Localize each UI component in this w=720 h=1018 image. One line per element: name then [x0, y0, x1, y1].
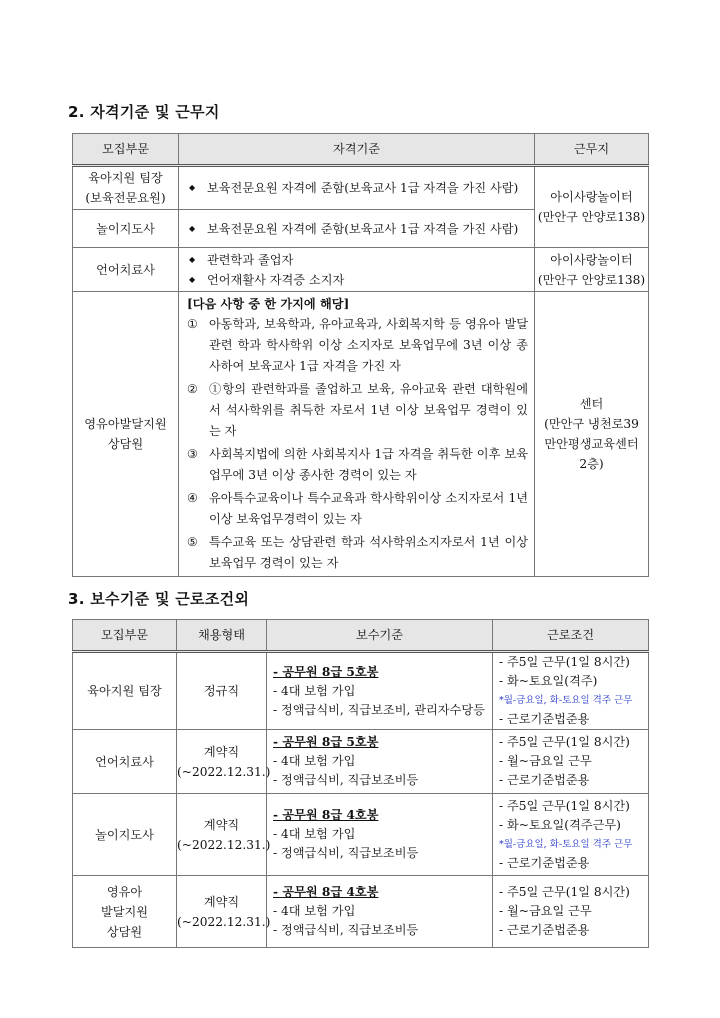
item-number: ①	[187, 317, 198, 331]
dept-cell	[73, 166, 179, 210]
qualification-item	[179, 532, 534, 574]
header-workplace: 근무지	[535, 134, 649, 166]
qualification-cell	[179, 248, 535, 292]
dept-cell	[73, 876, 177, 948]
employment-type-cell	[177, 794, 271, 876]
qualification-table	[72, 133, 649, 577]
condition-item: - 화~토요일(격주근무)	[499, 817, 621, 832]
pay-item: - 공무원 8급 4호봉	[273, 808, 379, 822]
qualification-cell	[179, 210, 535, 248]
workplace-line: (만안구 냉천로39	[544, 417, 639, 431]
pay-cell	[267, 876, 493, 948]
dept-line: 영유아	[106, 884, 143, 899]
workplace-line: (만안구 안양로138)	[537, 210, 646, 224]
workplace-cell	[535, 166, 649, 248]
header-conditions: 근로조건	[493, 620, 649, 652]
header-dept: 모집부문	[73, 620, 177, 652]
pay-item: - 공무원 8급 5호봉	[273, 735, 379, 749]
dept-line: 육아지원 팀장	[88, 171, 163, 185]
employment-type-cell	[177, 730, 271, 794]
item-number: ⑤	[187, 535, 198, 549]
type-line: 계약직	[203, 894, 240, 909]
pay-cell	[267, 652, 493, 730]
dept-cell	[73, 292, 179, 577]
type-line: 계약직	[203, 817, 240, 832]
pay-item: - 공무원 8급 4호봉	[273, 885, 379, 899]
section2-title: 2. 자격기준 및 근무지	[68, 103, 220, 121]
qualification-cell	[179, 166, 535, 210]
dept-cell: 육아지원 팀장	[73, 652, 177, 730]
qualification-item: ◆ 보육전문요원 자격에 준함(보육교사 1급 자격을 가진 사람)	[189, 178, 534, 198]
dept-cell: 언어치료사	[73, 248, 179, 292]
condition-item: - 근로기준법준용	[499, 855, 590, 870]
pay-item: - 4대 보험 가입	[273, 827, 356, 841]
condition-item: - 월~금요일 근무	[499, 904, 592, 918]
pay-cell	[267, 730, 493, 794]
dept-line: 상담원	[107, 437, 144, 451]
qualification-item	[179, 314, 534, 377]
dept-cell: 놀이지도사	[73, 210, 179, 248]
header-dept: 모집부문	[73, 134, 179, 166]
qualification-item	[179, 379, 534, 442]
conditions-cell	[493, 794, 649, 876]
qualification-head: [다음 사항 중 한 가지에 해당]	[187, 297, 350, 311]
conditions-cell	[493, 876, 649, 948]
item-text: 사회복지법에 의한 사회복지사 1급 자격을 취득한 이후 보육업무에 3년 이상 종사한 경력이 있는 자	[209, 447, 528, 482]
type-line: 정규직	[203, 684, 240, 698]
condition-item: - 화~토요일(격주)	[499, 674, 598, 688]
condition-item: - 월~금요일 근무	[499, 754, 592, 768]
workplace-line: (만안구 안양로138)	[537, 272, 646, 287]
qualification-item: ◆ 보육전문요원 자격에 준함(보육교사 1급 자격을 가진 사람)	[189, 219, 534, 239]
type-line: 계약직	[203, 744, 240, 759]
item-number: ②	[187, 382, 198, 396]
pay-cell	[267, 794, 493, 876]
dept-line: 영유아발달지원	[84, 417, 167, 431]
pay-item: - 4대 보험 가입	[273, 904, 356, 918]
dept-cell: 언어치료사	[73, 730, 177, 794]
type-line: (~2022.12.31.)	[177, 837, 271, 852]
condition-item: - 주5일 근무(1일 8시간)	[499, 735, 630, 749]
workplace-cell	[535, 248, 649, 292]
employment-type-cell	[177, 652, 267, 730]
workplace-line: 만안평생교육센터	[544, 437, 639, 451]
header-pay: 보수기준	[267, 620, 493, 652]
workplace-line: 센터	[579, 397, 604, 411]
workplace-line: 아이사랑놀이터	[550, 190, 633, 204]
condition-item: - 근로기준법준용	[499, 712, 590, 726]
header-employment-type: 채용형태	[177, 620, 267, 652]
condition-item: - 주5일 근무(1일 8시간)	[499, 798, 630, 813]
section3-title: 3. 보수기준 및 근로조건외	[68, 590, 250, 608]
dept-cell: 놀이지도사	[73, 794, 177, 876]
pay-item: - 정액급식비, 직급보조비등	[273, 773, 419, 787]
pay-item: - 4대 보험 가입	[273, 683, 356, 698]
pay-item: - 정액급식비, 직급보조비, 관리자수당등	[273, 702, 485, 717]
type-line: (~2022.12.31.)	[177, 914, 271, 929]
type-line: (~2022.12.31.)	[177, 764, 271, 779]
item-number: ③	[187, 447, 198, 461]
workplace-line: 2층)	[579, 457, 604, 471]
condition-item: - 주5일 근무(1일 8시간)	[499, 885, 630, 899]
dept-line: 상담원	[106, 924, 143, 939]
condition-note: *월-금요일, 화-토요일 격주 근무	[499, 838, 633, 850]
pay-item: - 정액급식비, 직급보조비등	[273, 923, 419, 937]
item-text: 특수교육 또는 상담관련 학과 석사학위소지자로서 1년 이상 보육업무 경력이 있는 자	[209, 535, 528, 570]
employment-type-cell	[177, 876, 271, 948]
dept-line: 발달지원	[100, 904, 149, 919]
qualification-item	[179, 488, 534, 530]
header-qualification: 자격기준	[179, 134, 535, 166]
item-number: ④	[187, 491, 198, 505]
pay-item: - 4대 보험 가입	[273, 754, 356, 768]
item-text: ①항의 관련학과를 졸업하고 보육, 유아교육 관련 대학원에서 석사학위를 취득한 자로서 1년 이상 보육업무 경력이 있는 자	[209, 382, 528, 438]
condition-item: - 근로기준법준용	[499, 923, 590, 937]
condition-item: - 주5일 근무(1일 8시간)	[499, 655, 630, 669]
qualification-item	[179, 444, 534, 486]
conditions-cell	[493, 652, 649, 730]
item-text: 아동학과, 보육학과, 유아교육과, 사회복지학 등 영유아 발달관련 학과 학사학위 이상 소지자로 보육업무에 3년 이상 종사하여 보육교사 1급 자격을 가진 자	[209, 317, 528, 373]
condition-item: - 근로기준법준용	[499, 773, 590, 787]
item-text: 유아특수교육이나 특수교육과 학사학위이상 소지자로서 1년 이상 보육업무경력이 있는 자	[209, 491, 528, 526]
dept-line: (보육전문요원)	[85, 191, 166, 205]
pay-item: - 정액급식비, 직급보조비등	[273, 846, 419, 860]
qualification-item: ◆ 언어재활사 자격증 소지자	[189, 270, 534, 290]
workplace-line: 아이사랑놀이터	[550, 252, 633, 267]
pay-item: - 공무원 8급 5호봉	[273, 664, 379, 679]
qualification-cell	[179, 292, 535, 577]
workplace-cell	[535, 292, 649, 577]
pay-conditions-table	[72, 619, 649, 948]
conditions-cell	[493, 730, 649, 794]
qualification-item: ◆ 관련학과 졸업자	[189, 250, 534, 270]
condition-note: *월-금요일, 화-토요일 격주 근무	[499, 695, 633, 706]
